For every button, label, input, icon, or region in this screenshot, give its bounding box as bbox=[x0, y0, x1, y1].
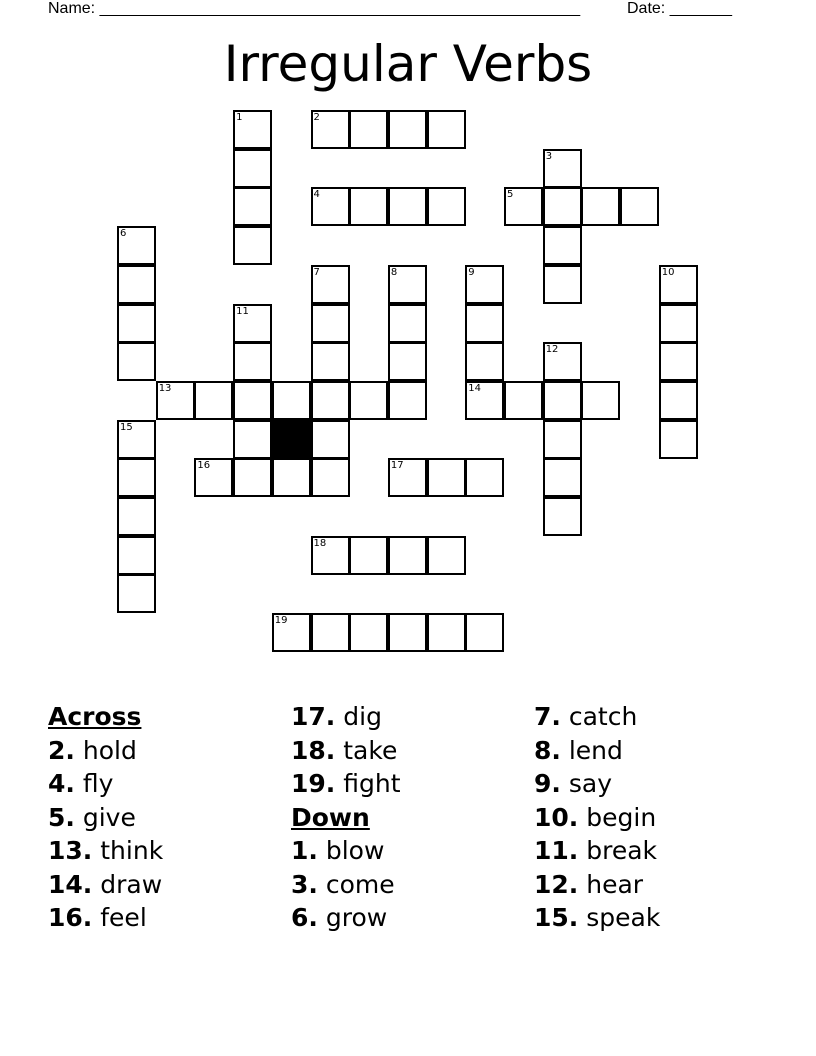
clue-number: 4 bbox=[313, 189, 320, 201]
clue-item-number: 2. bbox=[48, 735, 75, 765]
clue-number: 11 bbox=[236, 305, 249, 317]
clue-item bbox=[291, 767, 401, 801]
crossword-cell[interactable] bbox=[311, 187, 350, 226]
clue-number: 18 bbox=[313, 537, 327, 549]
clue-item bbox=[291, 834, 401, 868]
crossword-cell[interactable] bbox=[427, 110, 466, 149]
crossword-cell[interactable] bbox=[117, 420, 156, 459]
clue-item bbox=[291, 868, 401, 902]
clue-number: 5 bbox=[507, 189, 514, 201]
clue-item bbox=[48, 901, 163, 935]
crossword-cell[interactable] bbox=[388, 265, 427, 304]
clue-item bbox=[48, 801, 163, 835]
crossword-cell[interactable] bbox=[581, 381, 620, 420]
crossword-cell[interactable] bbox=[233, 381, 272, 420]
clue-item bbox=[291, 901, 401, 935]
crossword-cell[interactable] bbox=[272, 381, 311, 420]
crossword-cell[interactable] bbox=[465, 342, 504, 381]
crossword-cell[interactable] bbox=[117, 342, 156, 381]
crossword-cell[interactable] bbox=[311, 381, 350, 420]
clue-item-text: dig bbox=[343, 702, 382, 731]
crossword-cell[interactable] bbox=[349, 613, 388, 652]
crossword-cell[interactable] bbox=[388, 381, 427, 420]
crossword-cell[interactable] bbox=[349, 536, 388, 575]
clue-item bbox=[534, 868, 660, 902]
crossword-cell[interactable] bbox=[659, 342, 698, 381]
crossword-cell[interactable] bbox=[543, 187, 582, 226]
crossword-cell[interactable] bbox=[543, 497, 582, 536]
clue-item bbox=[534, 901, 660, 935]
clue-item-text: think bbox=[100, 836, 164, 865]
crossword-cell[interactable] bbox=[233, 304, 272, 343]
clue-item bbox=[48, 734, 163, 768]
clue-number: 16 bbox=[197, 460, 211, 472]
clue-item-number: 19. bbox=[291, 769, 336, 798]
clue-item-number: 4. bbox=[48, 769, 75, 798]
clue-item-number: 18. bbox=[291, 735, 336, 765]
crossword-cell[interactable] bbox=[311, 110, 350, 149]
crossword-cell[interactable] bbox=[543, 420, 582, 459]
clue-item bbox=[534, 834, 660, 868]
crossword-cell[interactable] bbox=[194, 458, 233, 497]
crossword-cell[interactable] bbox=[620, 187, 659, 226]
clue-number: 7 bbox=[313, 266, 320, 278]
crossword-cell[interactable] bbox=[465, 304, 504, 343]
clue-item-text: grow bbox=[325, 903, 388, 932]
crossword-cell[interactable] bbox=[311, 536, 350, 575]
clue-heading-text: Down bbox=[291, 802, 370, 832]
clue-heading-text: Across bbox=[48, 702, 142, 731]
clue-column-3 bbox=[534, 700, 660, 935]
crossword-cell[interactable] bbox=[388, 110, 427, 149]
crossword-cell[interactable] bbox=[117, 536, 156, 575]
crossword-black-cell bbox=[272, 420, 311, 459]
clue-number: 8 bbox=[390, 266, 398, 278]
clue-item-text: speak bbox=[586, 903, 661, 932]
crossword-cell[interactable] bbox=[272, 613, 311, 652]
crossword-cell[interactable] bbox=[272, 458, 311, 497]
crossword-cell[interactable] bbox=[465, 458, 504, 497]
crossword-cell[interactable] bbox=[465, 381, 504, 420]
clue-number: 1 bbox=[236, 112, 243, 123]
clue-item-number: 12. bbox=[534, 869, 579, 899]
clue-item-text: lend bbox=[568, 735, 623, 765]
crossword-cell[interactable] bbox=[659, 265, 698, 304]
crossword-cell[interactable] bbox=[388, 187, 427, 226]
clue-item-number: 5. bbox=[48, 802, 75, 832]
crossword-cell[interactable] bbox=[581, 187, 620, 226]
crossword-cell[interactable] bbox=[388, 536, 427, 575]
clue-number: 9 bbox=[468, 266, 475, 278]
crossword-cell[interactable] bbox=[117, 497, 156, 536]
clue-item-text: blow bbox=[325, 836, 385, 865]
clue-column-1 bbox=[48, 700, 163, 935]
crossword-cell[interactable] bbox=[504, 381, 543, 420]
crossword-cell[interactable] bbox=[465, 265, 504, 304]
crossword-cell[interactable] bbox=[388, 458, 427, 497]
clue-number: 19 bbox=[274, 615, 288, 627]
crossword-cell[interactable] bbox=[233, 226, 272, 265]
clue-item bbox=[534, 700, 660, 734]
clue-item bbox=[291, 700, 401, 734]
crossword-cell[interactable] bbox=[311, 265, 350, 304]
clue-item bbox=[291, 734, 401, 768]
crossword-cell[interactable] bbox=[659, 381, 698, 420]
crossword-cell[interactable] bbox=[427, 458, 466, 497]
crossword-cell[interactable] bbox=[117, 574, 156, 613]
crossword-cell[interactable] bbox=[659, 420, 698, 459]
page-title: Irregular Verbs bbox=[223, 35, 593, 93]
crossword-cell[interactable] bbox=[543, 458, 582, 497]
crossword-cell[interactable] bbox=[233, 187, 272, 226]
crossword-cell[interactable] bbox=[156, 381, 195, 420]
crossword-cell[interactable] bbox=[659, 304, 698, 343]
crossword-cell[interactable] bbox=[543, 226, 582, 265]
date-field-label: Date: _______ bbox=[627, 0, 732, 17]
clue-item-text: begin bbox=[586, 802, 657, 832]
crossword-cell[interactable] bbox=[311, 342, 350, 381]
clue-item bbox=[48, 767, 163, 801]
crossword-cell[interactable] bbox=[117, 265, 156, 304]
clue-number: 12 bbox=[545, 344, 559, 356]
crossword-cell[interactable] bbox=[117, 458, 156, 497]
crossword-cell[interactable] bbox=[427, 536, 466, 575]
crossword-cell[interactable] bbox=[311, 613, 350, 652]
clue-item-number: 9. bbox=[534, 769, 561, 798]
crossword-cell[interactable] bbox=[543, 342, 582, 381]
clue-number: 6 bbox=[120, 228, 127, 240]
clue-item bbox=[534, 734, 660, 768]
clue-number: 13 bbox=[158, 382, 172, 394]
clue-item-text: break bbox=[586, 836, 658, 865]
clue-number: 17 bbox=[390, 460, 404, 472]
clue-item-number: 8. bbox=[534, 735, 561, 765]
clue-item-number: 3. bbox=[291, 869, 318, 899]
clue-item-number: 17. bbox=[291, 702, 336, 731]
crossword-cell[interactable] bbox=[543, 265, 582, 304]
crossword-cell[interactable] bbox=[311, 458, 350, 497]
crossword-cell[interactable] bbox=[427, 187, 466, 226]
crossword-cell[interactable] bbox=[349, 381, 388, 420]
crossword-cell[interactable] bbox=[388, 342, 427, 381]
clue-item-number: 14. bbox=[48, 869, 93, 899]
crossword-cell[interactable] bbox=[194, 381, 233, 420]
clue-item bbox=[534, 801, 660, 835]
crossword-cell[interactable] bbox=[427, 613, 466, 652]
name-field-label: Name: ______________________________________________________ bbox=[48, 0, 581, 17]
clue-item-text: say bbox=[568, 769, 612, 798]
crossword-cell[interactable] bbox=[349, 110, 388, 149]
crossword-cell[interactable] bbox=[233, 420, 272, 459]
clue-item-text: fight bbox=[343, 769, 401, 798]
clue-number: 15 bbox=[120, 421, 133, 433]
crossword-cell[interactable] bbox=[311, 304, 350, 343]
crossword-cell[interactable] bbox=[543, 381, 582, 420]
clue-item bbox=[48, 868, 163, 902]
clue-item-text: give bbox=[82, 802, 136, 832]
clue-item-text: hold bbox=[82, 735, 137, 765]
clue-item-number: 1. bbox=[291, 836, 318, 865]
crossword-cell[interactable] bbox=[349, 187, 388, 226]
clue-item-text: feel bbox=[100, 903, 147, 932]
clue-item bbox=[48, 834, 163, 868]
crossword-cell[interactable] bbox=[117, 226, 156, 265]
crossword-cell[interactable] bbox=[311, 420, 350, 459]
clue-item bbox=[534, 767, 660, 801]
clue-item-number: 10. bbox=[534, 802, 579, 832]
crossword-cell[interactable] bbox=[233, 149, 272, 188]
clue-item-text: catch bbox=[568, 702, 638, 731]
clue-number: 14 bbox=[468, 382, 482, 394]
clue-item-text: fly bbox=[82, 769, 114, 798]
crossword-cell[interactable] bbox=[388, 613, 427, 652]
clue-number: 10 bbox=[661, 266, 675, 278]
crossword-cell[interactable] bbox=[543, 149, 582, 188]
crossword-cell[interactable] bbox=[233, 458, 272, 497]
crossword-cell[interactable] bbox=[233, 110, 272, 149]
clue-heading bbox=[291, 801, 401, 835]
crossword-cell[interactable] bbox=[504, 187, 543, 226]
clue-item-text: take bbox=[343, 735, 398, 765]
crossword-cell[interactable] bbox=[233, 342, 272, 381]
clue-item-text: hear bbox=[586, 869, 644, 899]
clue-item-text: draw bbox=[100, 869, 163, 899]
clue-item-text: come bbox=[325, 869, 395, 899]
clue-number: 3 bbox=[545, 150, 553, 162]
crossword-cell[interactable] bbox=[117, 304, 156, 343]
clue-number: 2 bbox=[313, 112, 320, 123]
clue-item-number: 6. bbox=[291, 903, 318, 932]
clue-item-number: 11. bbox=[534, 836, 579, 865]
clue-item-number: 7. bbox=[534, 702, 561, 731]
clue-item-number: 15. bbox=[534, 903, 579, 932]
clue-item-number: 13. bbox=[48, 836, 93, 865]
clue-heading bbox=[48, 700, 163, 734]
clue-column-2 bbox=[291, 700, 401, 935]
crossword-cell[interactable] bbox=[388, 304, 427, 343]
crossword-cell[interactable] bbox=[465, 613, 504, 652]
clue-item-number: 16. bbox=[48, 903, 93, 932]
